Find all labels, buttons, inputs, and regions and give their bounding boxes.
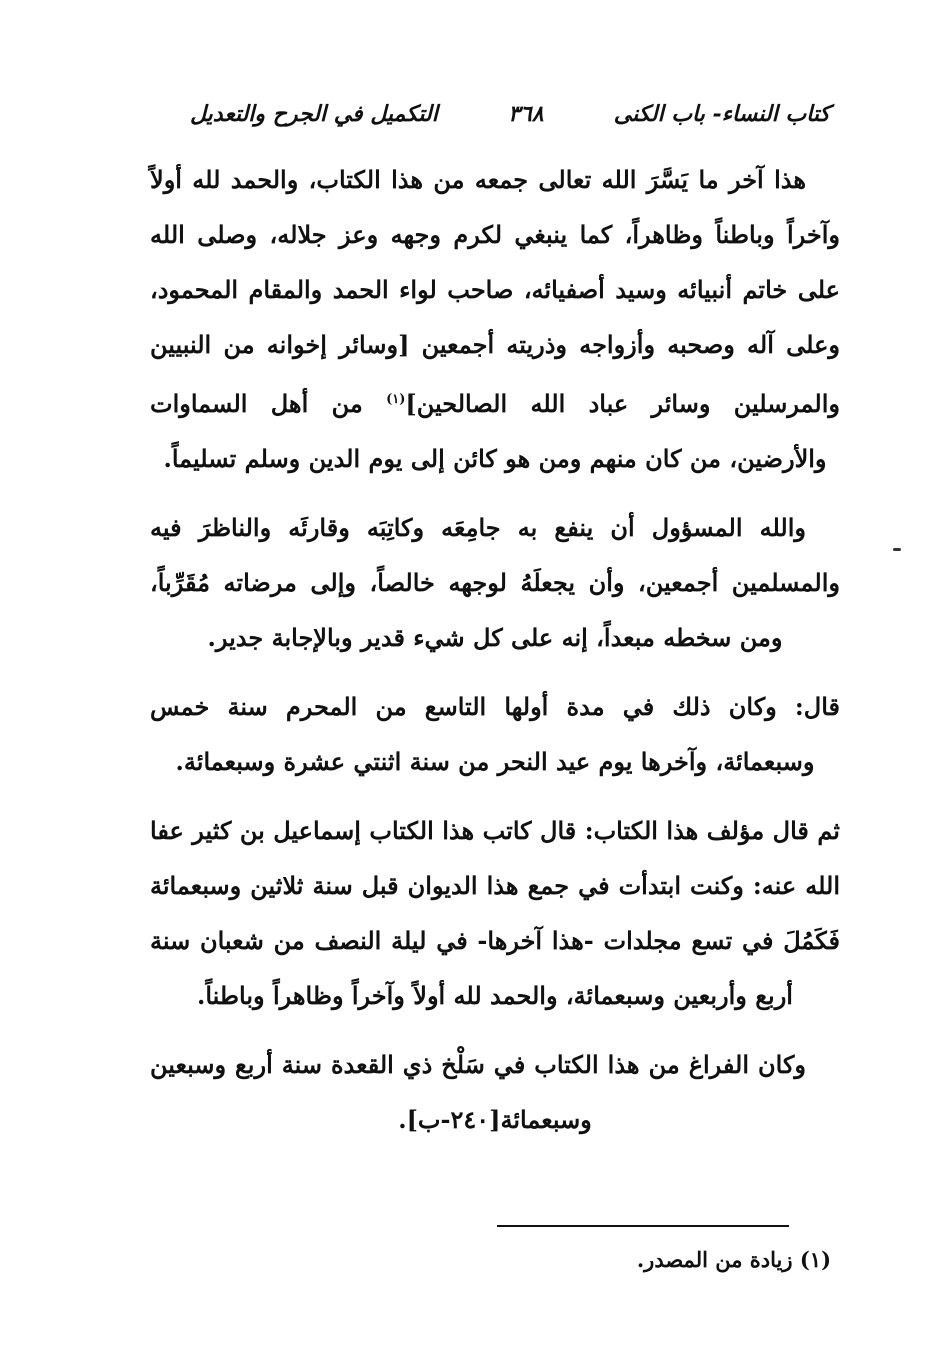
paragraph-completion: وكان الفراغ من هذا الكتاب في سَلْخ ذي القعدة سنة أربع وسبعين وسبعمائة[٢٤٠-ب]. — [150, 1050, 806, 1134]
running-header — [190, 94, 830, 134]
header-section-title: كتاب النساء- باب الكنى — [613, 101, 830, 127]
paragraph-dates: قال: وكان ذلك في مدة أولها التاسع من المحرم سنة خمس وسبعمائة، وآخرها يوم عيد النحر من سنة اثنتي عشرة وسبعمائة. — [150, 692, 840, 776]
header-book-title: التكميل في الجرح والتعديل — [190, 101, 438, 127]
footnote: (١) زيادة من المصدر. — [636, 1247, 831, 1272]
paragraph-author-note: ثم قال مؤلف هذا الكتاب: قال كاتب هذا الكتاب إسماعيل بن كثير عفا الله عنه: وكنت ابتدأت في جمع هذا الديوان قبل سنة ثلاثين وسبعمائة فَكَمُلَ في تسع مجلدات -هذا آخرها- في ليلة النصف من شعبان سنة أربع وأربعين وسبعمائة، والحمد لله أولاً وآخراً وظاهراً وباطناً. — [150, 816, 840, 1010]
paragraph-closing-praise-main: هذا آخر ما يَسَّرَ الله تعالى جمعه من هذا الكتاب، والحمد لله أولاً وآخراً وباطناً وظاهراً، كما ينبغي لكرم وجهه وعز جلاله، وصلى الله على خاتم أنبيائه وسيد أصفيائه، صاحب لواء الحمد والمقام المحمود، وعلى آله وصحبه وأزواجه وذريته أجمعين [وسائر إخوانه من النبيين والمرسلين وسائر عباد الله الصالحين] — [150, 165, 841, 418]
paragraph-closing-praise-tail: من أهل السماوات والأرضين، من كان منهم ومن هو كائن إلى يوم الدين وسلم تسليماً. — [150, 389, 827, 473]
paragraph-closing-praise — [150, 152, 840, 486]
body-text — [150, 152, 840, 1161]
footnote-marker: (١) — [386, 392, 406, 407]
paragraph-supplication: والله المسؤول أن ينفع به جامِعَه وكاتِبَه وقارئَه والناظرَ فيه والمسلمين أجمعين، وأن يجعلَهُ لوجهه خالصاً، وإلى مرضاته مُقَرِّباً، ومن سخطه مبعداً، إنه على كل شيء قدير وبالإجابة جدير. — [150, 513, 840, 652]
margin-mark — [893, 548, 901, 551]
header-page-number: ٣٦٨ — [508, 101, 544, 127]
footnote-divider — [497, 1225, 789, 1227]
